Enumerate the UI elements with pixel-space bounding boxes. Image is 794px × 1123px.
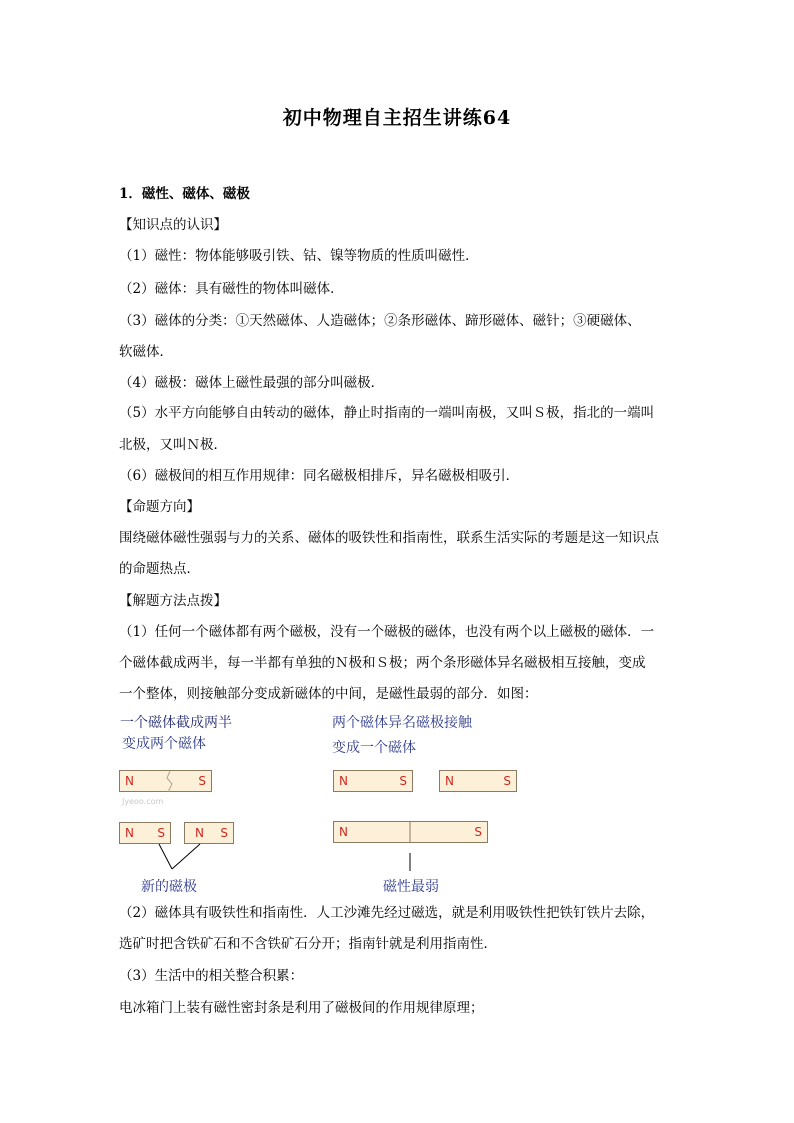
knowledge-item: （6）磁极间的相互作用规律：同名磁极相排斥，异名磁极相吸引． [119,468,520,484]
south-pole-label: S [157,826,165,840]
left-caption-line1: 一个磁体截成两半 [120,715,232,731]
gap-highlight [172,817,183,848]
method-line: 个磁体截成两半，每一半都有单独的Ｎ极和Ｓ极；两个条形磁体异名磁极相互接触，变成 [119,655,646,671]
direction-heading: 【命题方向】 [119,499,200,515]
knowledge-item: （2）磁体：具有磁性的物体叫磁体． [119,281,344,297]
knowledge-item: （4）磁极：磁体上磁性最强的部分叫磁极． [119,375,385,391]
left-caption-line2: 变成两个磁体 [122,736,206,752]
crack-line [167,771,172,792]
knowledge-item: （3）磁体的分类：①天然磁体、人造磁体；②条形磁体、蹄形磁体、磁针；③硬磁体、 [119,313,641,329]
knowledge-item: （1）磁性：物体能够吸引铁、钴、镍等物质的性质叫磁性． [119,248,479,264]
watermark: Jyeoo.com [122,797,164,806]
method-heading: 【解题方法点拨】 [119,593,227,609]
method-line: （1）任何一个磁体都有两个磁极，没有一个磁极的磁体，也没有两个以上磁极的磁体．一 [119,624,655,640]
weakest-label: 磁性最弱 [383,879,439,895]
method-line: （3）生活中的相关整合积累： [119,968,304,984]
direction-line: 围绕磁体磁性强弱与力的关系、磁体的吸铁性和指南性，联系生活实际的考题是这一知识点 [119,530,659,546]
right-caption-line1: 两个磁体异名磁极接触 [332,715,472,731]
pointer-line-right [172,844,200,869]
south-pole-label: S [399,774,407,788]
knowledge-heading: 【知识点的认识】 [119,217,227,233]
south-pole-label: S [220,826,228,840]
south-pole-label: S [474,825,482,839]
method-line: 选矿时把含铁矿石和不含铁矿石分开；指南针就是利用指南性． [119,936,497,952]
direction-line: 的命题热点． [119,561,200,577]
north-pole-label: N [195,826,204,840]
page-title: 初中物理自主招生讲练64 [282,107,512,129]
method-line: 一个整体，则接触部分变成新磁体的中间，是磁性最弱的部分．如图： [119,686,538,702]
knowledge-item: 软磁体． [119,344,173,360]
north-pole-label: N [125,774,134,788]
north-pole-label: N [125,826,134,840]
knowledge-item: 北极，又叫Ｎ极． [119,437,227,453]
north-pole-label: N [445,774,454,788]
south-pole-label: S [503,774,511,788]
section-heading: 1．磁性、磁体、磁极 [119,186,250,202]
knowledge-item: （5）水平方向能够自由转动的磁体，静止时指南的一端叫南极，又叫Ｓ极，指北的一端叫 [119,405,655,421]
right-caption-line2: 变成一个磁体 [332,740,416,756]
north-pole-label: N [339,825,348,839]
north-pole-label: N [339,774,348,788]
pointer-line-left [159,844,172,869]
south-pole-label: S [198,774,206,788]
method-line: （2）磁体具有吸铁性和指南性．人工沙滩先经过磁选，就是利用吸铁性把铁钉铁片去除， [119,905,655,921]
new-pole-label: 新的磁极 [141,879,197,895]
method-line: 电冰箱门上装有磁性密封条是利用了磁极间的作用规律原理； [119,1000,484,1016]
